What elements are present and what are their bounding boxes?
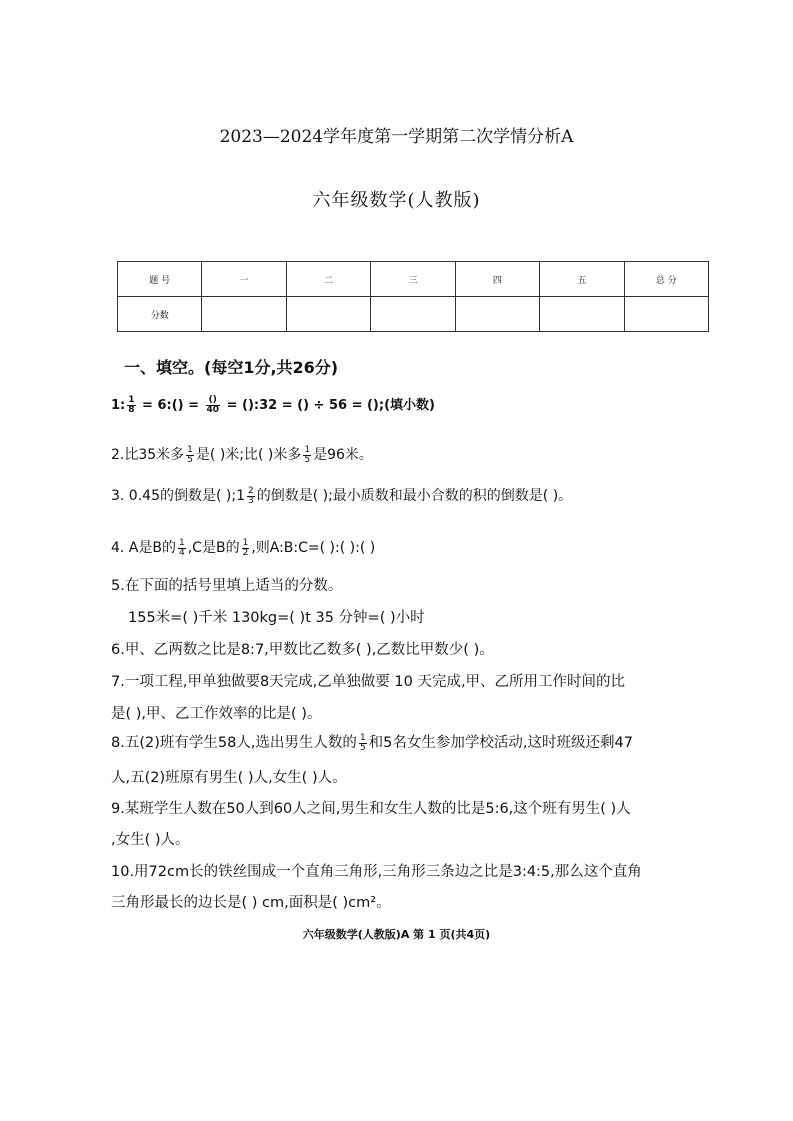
question-5: 5.在下面的括号里填上适当的分数。 xyxy=(111,578,343,594)
q2-frac2-num: 1 xyxy=(304,444,311,455)
q4-frac1-num: 1 xyxy=(179,537,185,548)
q8-text-b: 和5名女生参加学校活动,这时班级还剩47 xyxy=(368,735,633,751)
score-table-score-row xyxy=(118,297,709,332)
q8-frac-num: 1 xyxy=(359,732,366,743)
q4-fraction-1 xyxy=(178,539,186,558)
q2-text-c: 是96米。 xyxy=(313,447,373,463)
question-10-line2: 三角形最长的边长是( ) cm,面积是( )cm²。 xyxy=(111,895,391,911)
q2-fraction-2 xyxy=(303,446,311,465)
q1-text-c: = ():32 = () ÷ 56 = ();(填小数) xyxy=(222,398,435,413)
q2-text-b: 是( )米;比( )米多 xyxy=(195,447,302,463)
q1-text-b: = 6:() = xyxy=(137,398,204,413)
section-heading: 一、填空。(每空1分,共26分) xyxy=(124,358,339,377)
q1-frac1-num: 1 xyxy=(128,395,135,405)
q8-fraction xyxy=(359,734,367,753)
score-cell-total: 总 分 xyxy=(624,262,708,297)
q3-frac-num: 2 xyxy=(247,485,254,496)
score-row-label: 分数 xyxy=(118,297,202,332)
q3-text-a: 3. 0.45的倒数是( );1 xyxy=(111,488,245,504)
q3-fraction xyxy=(247,487,255,506)
score-table-header-row xyxy=(118,262,709,297)
score-cell-2: 二 xyxy=(286,262,370,297)
q4-frac2-den: 2 xyxy=(242,547,249,558)
q2-frac2-den: 5 xyxy=(304,454,311,465)
q4-fraction-2 xyxy=(242,539,250,558)
q1-fraction-1 xyxy=(127,396,135,415)
score-cell-1: 一 xyxy=(202,262,286,297)
question-7-line1: 7.一项工程,甲单独做要8天完成,乙单独做要 10 天完成,甲、乙所用工作时间的比 xyxy=(111,674,626,690)
question-6: 6.甲、乙两数之比是8:7,甲数比乙数多( ),乙数比甲数少( )。 xyxy=(111,642,494,658)
score-table xyxy=(117,261,709,332)
q2-text-a: 2.比35米多 xyxy=(111,447,185,463)
q1-text-a: 1: xyxy=(111,398,126,413)
question-2 xyxy=(111,444,373,465)
q8-text-a: 8.五(2)班有学生58人,选出男生人数的 xyxy=(111,735,357,751)
q1-fraction-2 xyxy=(206,396,221,415)
q1-frac2-num: () xyxy=(206,396,221,406)
score-input-4[interactable] xyxy=(455,297,539,332)
question-7-line2: 是( ),甲、乙工作效率的比是( )。 xyxy=(111,706,322,722)
q2-fraction-1 xyxy=(186,446,194,465)
exam-subtitle: 六年级数学(人教版) xyxy=(312,190,481,211)
score-input-1[interactable] xyxy=(202,297,286,332)
q3-frac-den: 3 xyxy=(247,495,254,506)
score-input-3[interactable] xyxy=(371,297,455,332)
q4-text-a: 4. A是B的 xyxy=(111,540,176,556)
q4-frac1-den: 4 xyxy=(179,547,185,558)
q1-frac2-den: 40 xyxy=(206,405,220,415)
question-3 xyxy=(111,485,572,506)
q2-frac1-den: 5 xyxy=(187,454,193,465)
q2-frac1-num: 1 xyxy=(187,444,193,455)
q1-frac1-den: 8 xyxy=(128,405,135,415)
score-input-5[interactable] xyxy=(540,297,624,332)
score-input-2[interactable] xyxy=(286,297,370,332)
score-input-total[interactable] xyxy=(624,297,708,332)
q4-text-c: ,则A:B:C=( ):( ):( ) xyxy=(251,540,376,556)
score-cell-3: 三 xyxy=(371,262,455,297)
question-10-line1: 10.用72cm长的铁丝围成一个直角三角形,三角形三条边之比是3:4:5,那么这个直角 xyxy=(111,864,642,880)
q8-frac-den: 5 xyxy=(359,742,366,753)
score-cell-5: 五 xyxy=(540,262,624,297)
question-4 xyxy=(111,537,375,558)
q3-text-b: 的倒数是( );最小质数和最小合数的积的倒数是( )。 xyxy=(256,488,573,504)
exam-title: 2023—2024学年度第一学期第二次学情分析A xyxy=(219,127,574,147)
question-1 xyxy=(111,394,435,415)
question-8-line1 xyxy=(111,731,633,753)
q4-frac2-num: 1 xyxy=(242,537,249,548)
q4-text-b: ,C是B的 xyxy=(187,540,240,556)
score-cell-label: 题 号 xyxy=(118,262,202,297)
question-8-line2: 人,五(2)班原有男生( )人,女生( )人。 xyxy=(111,770,347,786)
question-5-sub: 155米=( )千米 130kg=( )t 35 分钟=( )小时 xyxy=(128,610,425,626)
question-9-line1: 9.某班学生人数在50人到60人之间,男生和女生人数的比是5:6,这个班有男生( )人 xyxy=(111,801,631,817)
score-cell-4: 四 xyxy=(455,262,539,297)
page-footer: 六年级数学(人教版)A 第 1 页(共4页) xyxy=(302,928,491,941)
question-9-line2: ,女生( )人。 xyxy=(111,832,190,848)
